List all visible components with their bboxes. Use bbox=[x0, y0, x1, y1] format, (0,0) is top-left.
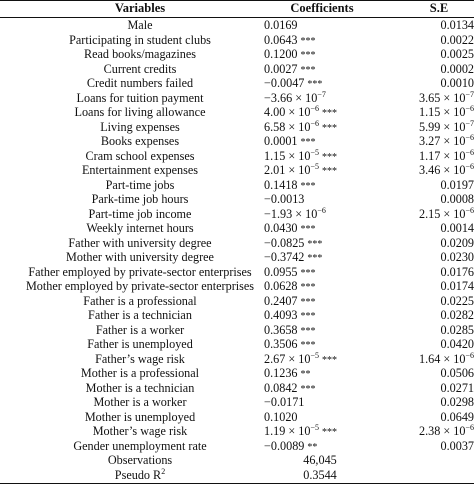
table-row bbox=[0, 76, 474, 91]
variable-name: Mother is unemployed bbox=[84, 409, 196, 424]
standard-error-value: 0.0209 bbox=[440, 235, 474, 250]
standard-error-value: 2.38 × 10 bbox=[419, 424, 466, 439]
variable-name: Part-time jobs bbox=[105, 177, 175, 192]
standard-error-cell bbox=[404, 163, 474, 178]
standard-error-exponent: −6 bbox=[465, 162, 474, 172]
standard-error-cell bbox=[404, 265, 474, 280]
coefficient-value: 0.0628 bbox=[264, 279, 298, 294]
variable-name: Mother’s wage risk bbox=[92, 424, 188, 439]
table-row bbox=[0, 163, 474, 178]
standard-error-value: 3.65 × 10 bbox=[419, 90, 466, 105]
standard-error-cell bbox=[404, 105, 474, 120]
standard-error-value: 0.0010 bbox=[440, 76, 474, 91]
standard-error-value: 3.46 × 10 bbox=[419, 163, 466, 178]
standard-error-cell bbox=[404, 439, 474, 454]
variable-name: Participating in student clubs bbox=[69, 32, 211, 47]
significance-stars: *** bbox=[300, 64, 316, 76]
standard-error-value: 1.17 × 10 bbox=[419, 148, 466, 163]
significance-stars: *** bbox=[300, 267, 316, 279]
table-row bbox=[0, 424, 474, 439]
variable-name: Read books/magazines bbox=[83, 47, 197, 62]
significance-stars: *** bbox=[300, 50, 316, 62]
standard-error-cell bbox=[404, 192, 474, 207]
variable-name: Books expenses bbox=[100, 134, 180, 149]
coefficient-cell bbox=[264, 395, 384, 410]
standard-error-exponent: −6 bbox=[465, 104, 474, 114]
bottom-rule bbox=[0, 483, 474, 484]
coefficient-value: −0.3742 bbox=[264, 250, 305, 265]
standard-error-cell bbox=[404, 381, 474, 396]
table-row bbox=[0, 18, 474, 33]
standard-error-value: 1.15 × 10 bbox=[419, 105, 466, 120]
standard-error-cell bbox=[404, 424, 474, 439]
standard-error-cell bbox=[404, 62, 474, 77]
header-variables: Variables bbox=[114, 1, 166, 15]
coefficient-value: 0.1236 bbox=[264, 366, 298, 381]
footer-label bbox=[0, 468, 280, 483]
significance-stars: *** bbox=[322, 354, 337, 366]
standard-error-cell bbox=[404, 76, 474, 91]
variable-name: Father is unemployed bbox=[87, 337, 193, 352]
standard-error-value: 5.99 × 10 bbox=[419, 119, 466, 134]
standard-error-cell bbox=[404, 352, 474, 367]
table-row bbox=[0, 91, 474, 106]
coefficient-value: 0.1200 bbox=[264, 47, 298, 62]
significance-stars: *** bbox=[300, 224, 316, 236]
table-row bbox=[0, 33, 474, 48]
standard-error-exponent: −6 bbox=[465, 147, 474, 157]
coefficient-value: −3.66 × 10 bbox=[264, 90, 318, 105]
table-body bbox=[0, 18, 474, 483]
variable-name: Weekly internet hours bbox=[86, 221, 194, 236]
footer-label-text: Observations bbox=[107, 453, 173, 468]
standard-error-value: 0.0420 bbox=[440, 337, 474, 352]
table-row bbox=[0, 134, 474, 149]
standard-error-value: 0.0174 bbox=[440, 279, 474, 294]
standard-error-cell bbox=[404, 236, 474, 251]
coefficient-value: 0.0643 bbox=[264, 32, 298, 47]
standard-error-cell bbox=[404, 410, 474, 425]
standard-error-cell bbox=[404, 323, 474, 338]
table-row bbox=[0, 221, 474, 236]
coefficient-exponent: −5 bbox=[310, 147, 319, 157]
coefficient-value: −0.0171 bbox=[264, 395, 305, 410]
standard-error-cell bbox=[404, 279, 474, 294]
coefficient-value: −0.0047 bbox=[264, 76, 305, 91]
standard-error-cell bbox=[404, 149, 474, 164]
table-row bbox=[0, 47, 474, 62]
coefficient-cell bbox=[264, 410, 384, 425]
variable-name: Mother is a professional bbox=[80, 366, 200, 381]
variable-name: Mother is a technician bbox=[85, 380, 195, 395]
coefficient-value: 4.00 × 10 bbox=[264, 105, 311, 120]
table-row bbox=[0, 265, 474, 280]
coefficient-value: 0.0430 bbox=[264, 221, 298, 236]
standard-error-exponent: −6 bbox=[465, 205, 474, 215]
coefficient-exponent: −5 bbox=[310, 350, 319, 360]
standard-error-exponent: −6 bbox=[465, 423, 474, 433]
standard-error-value: 0.0282 bbox=[440, 308, 474, 323]
table-row bbox=[0, 352, 474, 367]
coefficient-value: 0.1418 bbox=[264, 177, 298, 192]
standard-error-value: 0.0022 bbox=[440, 32, 474, 47]
standard-error-exponent: −7 bbox=[465, 118, 474, 128]
coefficient-value: 0.4093 bbox=[264, 308, 298, 323]
standard-error-value: 0.0230 bbox=[440, 250, 474, 265]
significance-stars: *** bbox=[322, 108, 337, 120]
standard-error-cell bbox=[404, 178, 474, 193]
variable-name: Father employed by private-sector enterprises bbox=[28, 264, 252, 279]
coefficient-value: 0.2407 bbox=[264, 293, 298, 308]
variable-name: Father is a professional bbox=[83, 293, 197, 308]
standard-error-cell bbox=[404, 221, 474, 236]
table-row bbox=[0, 395, 474, 410]
table-row bbox=[0, 410, 474, 425]
variable-name: Cram school expenses bbox=[85, 148, 195, 163]
coefficient-value: 0.0955 bbox=[264, 264, 298, 279]
significance-stars: *** bbox=[307, 238, 323, 250]
coefficient-exponent: −6 bbox=[317, 205, 326, 215]
standard-error-cell bbox=[404, 366, 474, 381]
footer-label-superscript: 2 bbox=[161, 466, 166, 476]
coefficient-cell bbox=[264, 91, 384, 106]
variable-name: Part-time job income bbox=[88, 206, 192, 221]
footer-label bbox=[0, 453, 280, 468]
significance-stars: *** bbox=[300, 35, 316, 47]
coefficient-exponent: −6 bbox=[310, 118, 319, 128]
standard-error-value: 0.0649 bbox=[440, 409, 474, 424]
coefficient-cell bbox=[264, 192, 384, 207]
significance-stars: *** bbox=[322, 166, 337, 178]
variable-name: Entertainment expenses bbox=[81, 163, 199, 178]
standard-error-value: 0.0271 bbox=[440, 380, 474, 395]
footer-row bbox=[0, 468, 474, 483]
coefficient-value: 0.1020 bbox=[264, 409, 298, 424]
variable-name: Father’s wage risk bbox=[95, 351, 185, 366]
significance-stars: *** bbox=[300, 296, 316, 308]
standard-error-value: 0.0225 bbox=[440, 293, 474, 308]
standard-error-value: 2.15 × 10 bbox=[419, 206, 466, 221]
footer-row bbox=[0, 453, 474, 468]
footer-value: 46,045 bbox=[303, 453, 337, 468]
standard-error-cell bbox=[404, 91, 474, 106]
table-row bbox=[0, 149, 474, 164]
variable-name: Loans for tuition payment bbox=[76, 90, 204, 105]
coefficient-value: 0.0842 bbox=[264, 380, 298, 395]
significance-stars: *** bbox=[322, 427, 337, 439]
standard-error-exponent: −6 bbox=[465, 350, 474, 360]
significance-stars: *** bbox=[300, 282, 316, 294]
standard-error-cell bbox=[404, 337, 474, 352]
table-row bbox=[0, 279, 474, 294]
standard-error-value: 0.0025 bbox=[440, 47, 474, 62]
coefficient-value: 0.0027 bbox=[264, 61, 298, 76]
coefficient-value: 1.15 × 10 bbox=[264, 148, 311, 163]
standard-error-cell bbox=[404, 308, 474, 323]
header-se: S.E bbox=[429, 1, 449, 15]
coefficient-cell bbox=[264, 18, 384, 33]
standard-error-cell bbox=[404, 120, 474, 135]
header-coefficients: Coefficients bbox=[290, 1, 354, 15]
table-row bbox=[0, 381, 474, 396]
significance-stars: *** bbox=[300, 383, 316, 395]
standard-error-value: 0.0285 bbox=[440, 322, 474, 337]
coefficient-value: 0.0169 bbox=[264, 18, 298, 32]
coefficient-value: 1.19 × 10 bbox=[264, 424, 311, 439]
table-row bbox=[0, 366, 474, 381]
table-row bbox=[0, 337, 474, 352]
table-header bbox=[0, 0, 474, 17]
standard-error-value: 0.0014 bbox=[440, 221, 474, 236]
significance-stars: *** bbox=[300, 325, 316, 337]
coefficient-exponent: −7 bbox=[317, 89, 326, 99]
coefficient-value: −0.0089 bbox=[264, 438, 305, 453]
significance-stars: *** bbox=[307, 79, 323, 91]
footer-label-text: Pseudo R bbox=[114, 467, 162, 482]
significance-stars: *** bbox=[307, 253, 323, 265]
significance-stars: *** bbox=[322, 151, 337, 163]
standard-error-cell bbox=[404, 207, 474, 222]
standard-error-value: 0.0197 bbox=[440, 177, 474, 192]
table-row bbox=[0, 207, 474, 222]
significance-stars: *** bbox=[322, 122, 337, 134]
table-row bbox=[0, 250, 474, 265]
table-row bbox=[0, 308, 474, 323]
variable-name: Gender unemployment rate bbox=[73, 438, 207, 453]
coefficient-exponent: −6 bbox=[310, 104, 319, 114]
coefficient-value: 6.58 × 10 bbox=[264, 119, 311, 134]
significance-stars: ** bbox=[300, 369, 311, 381]
standard-error-exponent: −7 bbox=[465, 89, 474, 99]
standard-error-value: 0.0002 bbox=[440, 61, 474, 76]
table-row bbox=[0, 236, 474, 251]
standard-error-value: 0.0037 bbox=[440, 438, 474, 453]
variable-name: Loans for living allowance bbox=[74, 105, 206, 120]
variable-name: Current credits bbox=[103, 61, 177, 76]
variable-name: Mother with university degree bbox=[66, 250, 214, 265]
coefficient-value: 0.0001 bbox=[264, 134, 298, 149]
significance-stars: *** bbox=[300, 311, 316, 323]
coefficient-value: −0.0013 bbox=[264, 192, 305, 207]
coefficient-value: 0.3658 bbox=[264, 322, 298, 337]
significance-stars: *** bbox=[300, 137, 316, 149]
coefficient-value: 2.67 × 10 bbox=[264, 351, 311, 366]
variable-name: Credit numbers failed bbox=[86, 76, 194, 91]
significance-stars: *** bbox=[300, 180, 316, 192]
variable-name: Father with university degree bbox=[68, 235, 212, 250]
variable-name: Park-time job hours bbox=[91, 192, 189, 207]
table-row bbox=[0, 120, 474, 135]
table-row bbox=[0, 105, 474, 120]
coefficient-value: 0.3506 bbox=[264, 337, 298, 352]
coefficient-value: 2.01 × 10 bbox=[264, 163, 311, 178]
table-row bbox=[0, 294, 474, 309]
coefficient-exponent: −5 bbox=[310, 423, 319, 433]
significance-stars: ** bbox=[307, 441, 318, 453]
table-row bbox=[0, 323, 474, 338]
variable-name: Living expenses bbox=[100, 119, 180, 134]
standard-error-value: 3.27 × 10 bbox=[419, 134, 466, 149]
standard-error-cell bbox=[404, 18, 474, 33]
standard-error-value: 0.0008 bbox=[440, 192, 474, 207]
standard-error-cell bbox=[404, 134, 474, 149]
coefficient-value: −0.0825 bbox=[264, 235, 305, 250]
standard-error-cell bbox=[404, 294, 474, 309]
standard-error-cell bbox=[404, 33, 474, 48]
significance-stars: *** bbox=[300, 340, 316, 352]
table-row bbox=[0, 62, 474, 77]
standard-error-cell bbox=[404, 395, 474, 410]
variable-name: Mother is a worker bbox=[93, 395, 187, 410]
standard-error-cell bbox=[404, 47, 474, 62]
standard-error-value: 0.0506 bbox=[440, 366, 474, 381]
standard-error-cell bbox=[404, 250, 474, 265]
standard-error-value: 0.0176 bbox=[440, 264, 474, 279]
standard-error-value: 0.0134 bbox=[440, 18, 474, 32]
coefficient-exponent: −5 bbox=[310, 162, 319, 172]
table-row bbox=[0, 178, 474, 193]
variable-name: Father is a worker bbox=[95, 322, 185, 337]
variable-name: Male bbox=[127, 18, 153, 32]
coefficient-cell bbox=[264, 207, 384, 222]
variable-name: Mother employed by private-sector enterprises bbox=[25, 279, 255, 294]
coefficient-value: −1.93 × 10 bbox=[264, 206, 318, 221]
standard-error-value: 0.0298 bbox=[440, 395, 474, 410]
variable-name: Father is a technician bbox=[88, 308, 192, 323]
footer-value: 0.3544 bbox=[303, 467, 337, 482]
table-row bbox=[0, 439, 474, 454]
standard-error-value: 1.64 × 10 bbox=[419, 351, 466, 366]
table-row bbox=[0, 192, 474, 207]
standard-error-exponent: −6 bbox=[465, 133, 474, 143]
